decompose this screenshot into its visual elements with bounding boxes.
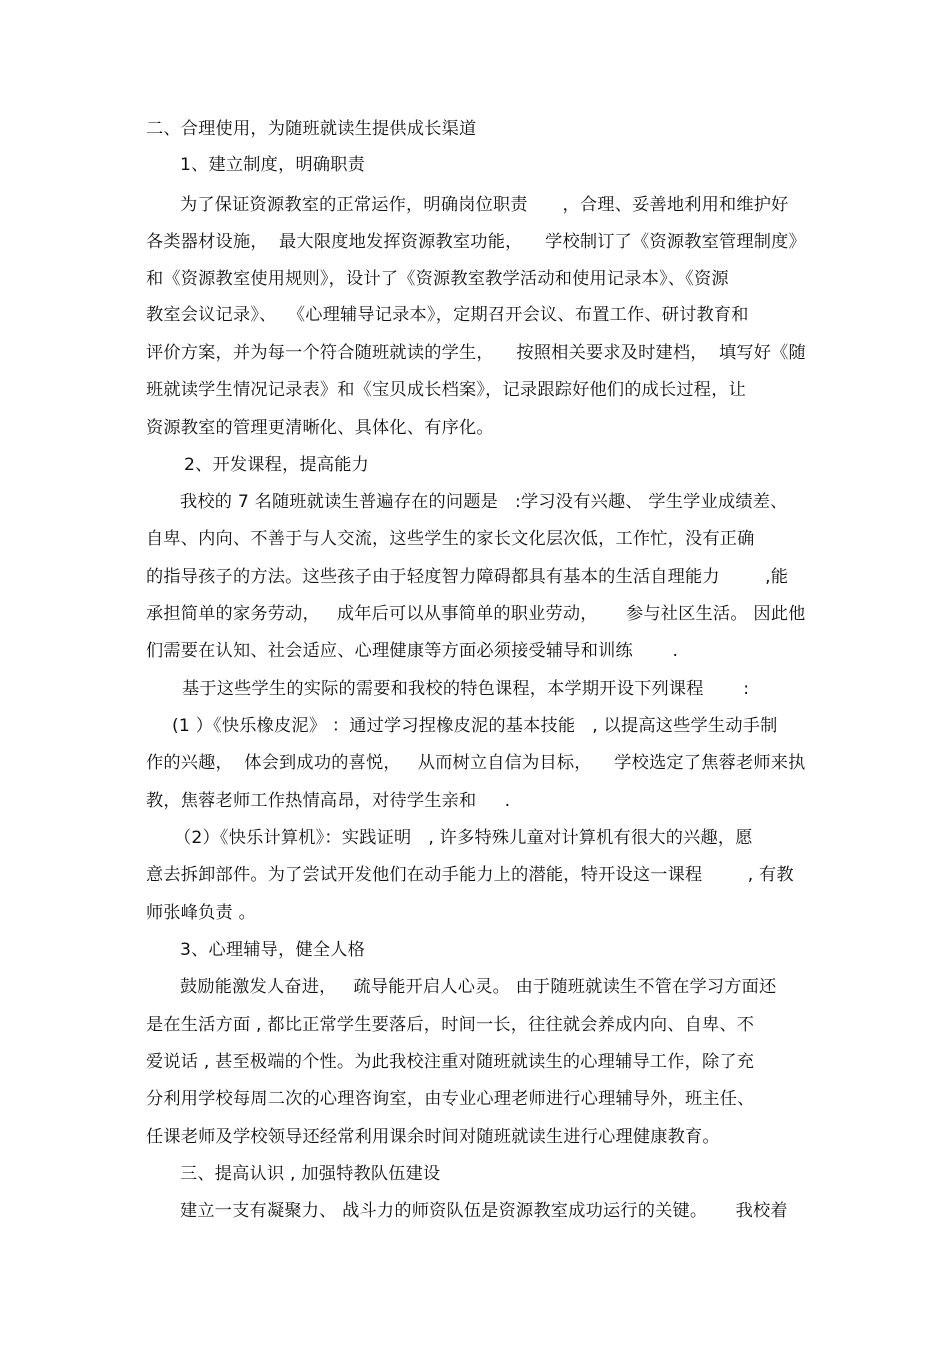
paragraph-line: 的指导孩子的方法。这些孩子由于轻度智力障碍都具有基本的生活自理能力 ,能: [146, 567, 789, 587]
paragraph-line: 教室会议记录》、 《心理辅导记录本》，定期召开会议、布置工作、研讨教育和: [146, 305, 749, 325]
paragraph-line: 基于这些学生的实际的需要和我校的特色课程，本学期开设下列课程 :: [182, 679, 750, 699]
subsection-heading: 2、开发课程，提高能力: [184, 455, 370, 475]
paragraph-line: 资源教室的管理更清晰化、具体化、有序化。: [146, 418, 494, 438]
paragraph-line: 和《资源教室使用规则》，设计了《资源教室教学活动和使用记录本》、《资源: [146, 269, 729, 289]
paragraph-line: 评价方案，并为每一个符合随班就读的学生， 按照相关要求及时建档， 填写好《随: [146, 343, 806, 363]
paragraph-line: 承担简单的家务劳动， 成年后可以从事简单的职业劳动， 参与社区生活。 因此他: [146, 604, 806, 624]
paragraph-line: 我校的 7 名随班就读生普遍存在的问题是 :学习没有兴趣、 学生学业成绩差、: [180, 492, 788, 512]
paragraph-line: 任课老师及学校领导还经常利用课余时间对随班就读生进行心理健康教育。: [146, 1127, 720, 1147]
paragraph-line: 各类器材设施， 最大限度地发挥资源教室功能， 学校制订了《资源教室管理制度》: [146, 232, 806, 252]
paragraph-line: 是在生活方面 , 都比正常学生要落后，时间一长，往往就会养成内向、自卑、不: [146, 1015, 755, 1035]
subsection-heading: 1、建立制度，明确职责: [180, 155, 366, 175]
paragraph-line: 鼓励能激发人奋进， 疏导能开启人心灵。 由于随班就读生不管在学习方面还: [180, 977, 777, 997]
paragraph-line: 师张峰负责 。: [146, 903, 256, 923]
paragraph-line: （2）《快乐计算机》：实践证明 , 许多特殊儿童对计算机有很大的兴趣，愿: [174, 828, 753, 848]
paragraph-line: (1 ）《快乐橡皮泥》 ：通过学习捏橡皮泥的基本技能 , 以提高这些学生动手制: [172, 716, 778, 736]
paragraph-line: 们需要在认知、社会适应、心理健康等方面必须接受辅导和训练 .: [146, 641, 679, 661]
paragraph-line: 建立一支有凝聚力、 战斗力的师资队伍是资源教室成功运行的关键。 我校着: [180, 1201, 788, 1221]
paragraph-line: 为了保证资源教室的正常运作，明确岗位职责 ，合理、妥善地利用和维护好: [180, 195, 789, 215]
subsection-heading: 3、心理辅导，健全人格: [180, 940, 366, 960]
paragraph-line: 自卑、内向、不善于与人交流，这些学生的家长文化层次低，工作忙，没有正确: [146, 529, 755, 549]
paragraph-line: 意去拆卸部件。为了尝试开发他们在动手能力上的潜能，特开设这一课程 , 有教: [146, 865, 794, 885]
paragraph-line: 班就读学生情况记录表》和《宝贝成长档案》，记录跟踪好他们的成长过程，让: [146, 380, 746, 400]
paragraph-line: 爱说话 , 甚至极端的个性。为此我校注重对随班就读生的心理辅导工作，除了充: [146, 1052, 755, 1072]
section-heading: 二、合理使用，为随班就读生提供成长渠道: [146, 119, 477, 139]
paragraph-line: 分利用学校每周二次的心理咨询室，由专业心理老师进行心理辅导外，班主任、: [146, 1089, 755, 1109]
paragraph-line: 教，焦蓉老师工作热情高昂，对待学生亲和 .: [146, 791, 511, 811]
section-heading: 三、提高认识 , 加强特教队伍建设: [180, 1164, 441, 1184]
paragraph-line: 作的兴趣， 体会到成功的喜悦， 从而树立自信为目标， 学校选定了焦蓉老师来执: [146, 753, 806, 773]
